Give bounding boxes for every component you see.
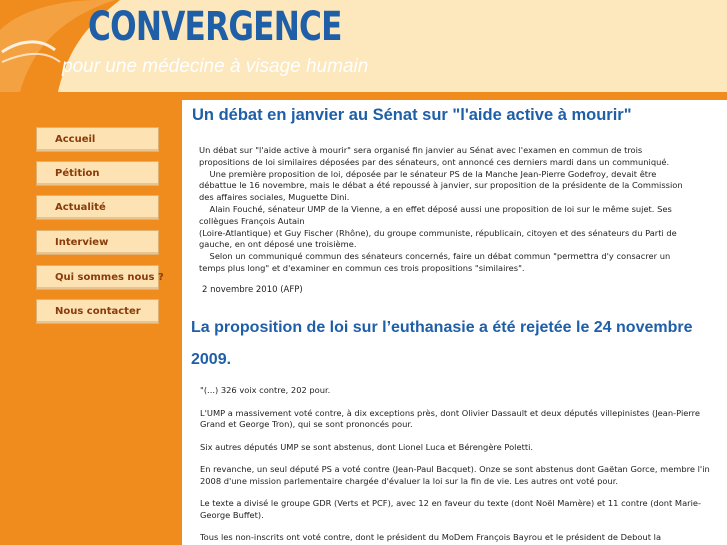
article-line: Alain Fouché, sénateur UMP de la Vienne, a en effet déposé aussi une proposition de loi sur le même sujet. Ses: [199, 203, 672, 214]
article-paragraph: Le texte a divisé le groupe GDR (Verts et PCF), avec 12 en faveur du texte (dont Noël Mamère) et 11 contre (dont Marie-George Buffet).: [200, 498, 701, 520]
site-tagline: pour une médecine à visage humain: [62, 56, 369, 77]
article-paragraph: Six autres députés UMP se sont abstenus, dont Lionel Luca et Bérengère Poletti.: [200, 441, 534, 452]
header-band: [0, 92, 727, 100]
main-content: [182, 100, 727, 545]
article-line: propositions de loi similaires déposées par des sénateurs, ont annoncé ces derniers mardi dans un communiqué.: [199, 156, 670, 167]
site-title[interactable]: CONVERGENCE: [88, 4, 342, 50]
article-line: débattue le 16 novembre, mais le débat a été repoussé à janvier, sur proposition de la présidente de la Commission: [199, 180, 683, 191]
article-line: gauche, en ont déposé une troisième.: [199, 239, 357, 250]
article-line: des affaires sociales, Muguette Dini.: [199, 192, 350, 203]
nav-item-actualite[interactable]: [36, 195, 159, 220]
nav-item-qui-sommes-nous[interactable]: [36, 265, 164, 290]
article-title: Un débat en janvier au Sénat sur "l'aide active à mourir": [192, 106, 632, 124]
article-line: temps plus long" et d'examiner en commun ces trois propositions "similaires".: [199, 262, 525, 273]
nav-item-label: Pétition: [55, 168, 100, 179]
article-line: collègues François Autain: [199, 215, 305, 226]
article-paragraph: En revanche, un seul député PS a voté contre (Jean-Paul Bacquet). Onze se sont abstenus dont Gaëtan Gorce, membre l'in 2008 d'une mission parlementaire chargée d'évaluer la loi sur la fin de vie. Les autres ont voté pour.: [200, 464, 710, 486]
nav-item-label: Interview: [55, 237, 109, 248]
site-header: [0, 0, 727, 92]
article-line: Un débat sur "l'aide active à mourir" sera organisé fin janvier au Sénat avec l'examen en commun de trois: [199, 145, 643, 155]
article-body: [200, 385, 710, 545]
nav-item-label: Nous contacter: [55, 306, 141, 317]
nav-item-label: Actualité: [55, 202, 106, 213]
nav-item-interview[interactable]: [36, 230, 159, 255]
sidebar-nav: [0, 100, 180, 545]
article-body: [199, 145, 719, 275]
nav-item-contact[interactable]: [36, 299, 159, 324]
nav-item-petition[interactable]: [36, 161, 159, 186]
article-paragraph: L'UMP a massivement voté contre, à dix exceptions près, dont Olivier Dassault et deux députés villepinistes (Jean-Pierre Grand et George Tron), qui se sont prononcés pour.: [200, 407, 700, 429]
article-line: Selon un communiqué commun des sénateurs concernés, faire un débat commun "permettra d'y consacrer un: [199, 251, 671, 262]
article-line: (Loire-Atlantique) et Guy Fischer (Rhône), du groupe communiste, républicain, citoyen et des sénateurs du Parti de: [199, 227, 677, 238]
article-line: Une première proposition de loi, déposée par le sénateur PS de la Manche Jean-Pierre Godefroy, devait être: [199, 168, 657, 179]
article-paragraph: Tous les non-inscrits ont voté contre, dont le président du MoDem François Bayrou et le président de Debout la: [200, 532, 662, 542]
nav-item-label: Accueil: [55, 134, 96, 145]
article-date: 2 novembre 2010 (AFP): [202, 285, 303, 295]
nav-item-accueil[interactable]: [36, 127, 159, 152]
article-paragraph: "(...) 326 voix contre, 202 pour.: [200, 385, 331, 395]
article-title: La proposition de loi sur l’euthanasie a été rejetée le 24 novembre 2009.: [191, 319, 693, 368]
nav-item-label: Qui sommes nous ?: [55, 272, 164, 283]
